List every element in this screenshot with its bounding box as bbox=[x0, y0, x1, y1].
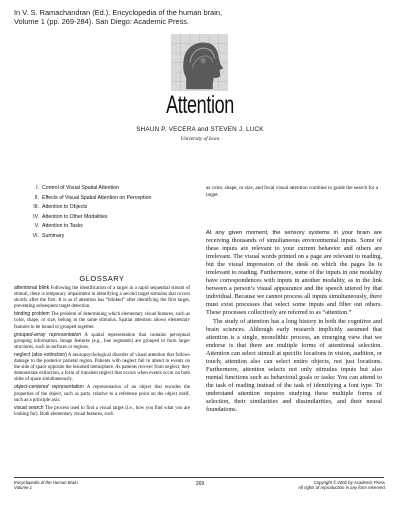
glossary-entry: visual search The process used to find a visual target (i.e., how you find what you are looking for). Both elementary visual features, such bbox=[14, 404, 190, 417]
glossary-entry: attentional blink Following the identification of a target in a rapid sequential stream of stimuli, there is temporary impairment in identifying a second target stimulus that occurs shortly after the first. It is as if attention has “blinked” after identifying the first target, preventing subsequent target detection. bbox=[14, 285, 190, 310]
footer-copyright: Copyright © 2002 by Academic Press. All rights of reproduction in any form reserved. bbox=[298, 480, 386, 491]
glossary-list bbox=[14, 285, 190, 419]
article-body bbox=[206, 229, 382, 414]
glossary-entry: object-centered representation A representation of an object that encodes the properties of the object, such as parts, relative to a reference point on the object itself, such as a principle axis. bbox=[14, 384, 190, 403]
toc-item: IV. Attention to Other Modalities bbox=[33, 213, 108, 220]
glossary-entry: neglect (also extinction) A neuropsychological disorder of visual attention that follows damage to the posterior parietal region. Patients with neglect fail to attend to events on the side of space opposite the lesioned hemisphere. As patients recover from neglect, they demonstrate extinction, a form of transient neglect that occurs when events occur on both sides of space simultaneously. bbox=[14, 351, 190, 383]
glossary-term: neglect (also extinction) bbox=[14, 351, 67, 358]
body-paragraph: At any given moment, the sensory systems in your brain are receiving thousands of simultaneous environmental inputs. Some of these inputs are relevant to your current behavior and others are irrelevant. The visual words printed on a page are relevant to reading, but the visual impression of the desk on which the pages lie is irrelevant to reading. Furthermore, some of the inputs in one modality have correspondences with inputs in another modality, as in the link between a person’s visual appearance and the speech uttered by that individual. Because we cannot process all inputs simultaneously, there must exist processes that select some inputs and filter out others. These processes collectively are referred to as “attention.” bbox=[206, 230, 382, 317]
glossary-continuation: as color, shape, or size, and focal visual attention combine to guide the search for a target. bbox=[206, 185, 379, 198]
glossary-term: visual search bbox=[14, 404, 44, 411]
toc-item: VI. Summary bbox=[32, 232, 65, 239]
lead-in: At any given moment, the sensory systems in your brain are bbox=[206, 230, 382, 236]
glossary-term: grouped-array representation bbox=[14, 331, 82, 338]
authors: SHAUN P. VECERA and STEVEN J. LUCK bbox=[136, 126, 264, 133]
glossary-term: attentional blink bbox=[14, 285, 50, 291]
toc-item: V. Attention to Tasks bbox=[34, 223, 83, 229]
toc-item: III. Attention to Objects bbox=[33, 204, 88, 210]
toc-item: II. Effects of Visual Spatial Attention on Perception bbox=[34, 194, 152, 201]
table-of-contents bbox=[29, 184, 151, 241]
citation-line-2: Volume 1 (pp. 269-284). San Diego: Academic Press. bbox=[14, 17, 190, 26]
article-title: Attention bbox=[166, 91, 234, 119]
glossary-entry: binding problem The problem of determining which elementary visual features, such as color, shape, or size, belong to the same stimulus. Spatial attention allows elementary features to be bound or grouped together. bbox=[14, 311, 190, 330]
footer-rule bbox=[14, 477, 384, 478]
body-paragraph: The study of attention has a long history in both the cognitive and brain sciences. Although early research implicitly assumed that attention is a single, monolithic process, an emerging view that we endorse is that there are multiple forms of attentional selection. Attention can select stimuli at specific locations in vision, audition, or touch; attention also can select entire objects, not just locations. Furthermore, attention selects not only stimulus inputs but also mental functions such as behavioral goals or tasks: You can attend to the task of reading instead of the task of identifying a font type. To understand attention requires studying these multiple forms of selection, their similarities and dissimilarities, and their neural foundations. bbox=[206, 317, 382, 414]
citation-header bbox=[14, 8, 314, 26]
glossary-term: object-centered representation bbox=[14, 384, 84, 391]
citation-line-1: In V. S. Ramachandran (Ed.). Encyclopedia of the human brain, bbox=[14, 8, 223, 17]
toc-item: I. Control of Visual Spatial Attention bbox=[36, 185, 119, 191]
affiliation: University of Iowa bbox=[180, 136, 220, 142]
glossary-entry: grouped-array representation A spatial representation that contains perceptual grouping information. Image features (e.g., line segments) are grouped to form larger structures, such as surfaces or regions. bbox=[14, 331, 190, 350]
glossary-heading: GLOSSARY bbox=[79, 274, 125, 283]
glossary-term: binding problem bbox=[14, 311, 50, 318]
page-number: 269 bbox=[195, 481, 205, 487]
footer-source: Encyclopedia of the Human Brain Volume 1 bbox=[14, 480, 78, 491]
head-profile-logo bbox=[171, 34, 228, 91]
